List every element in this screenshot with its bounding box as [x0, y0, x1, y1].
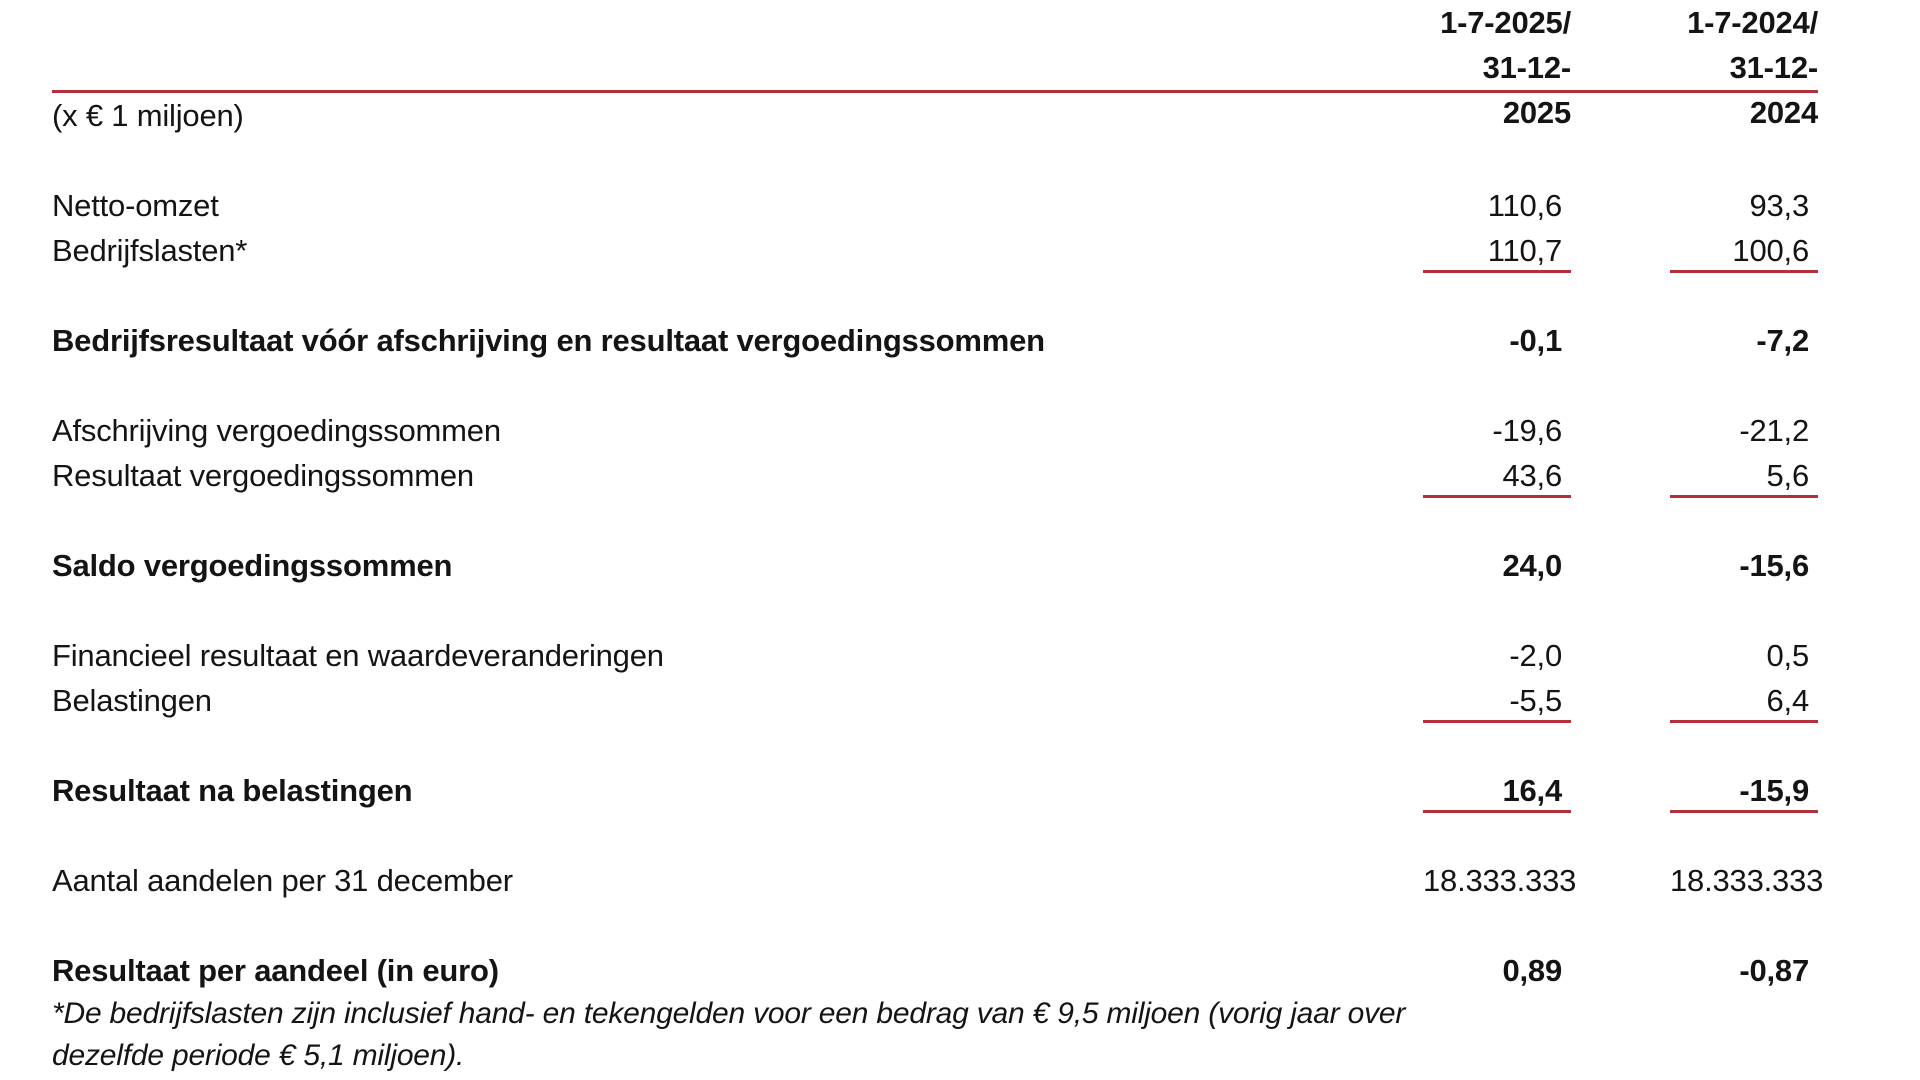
value-current-period	[1423, 858, 1577, 903]
period-current-line2: 31-12-2025	[1482, 50, 1571, 130]
table-row	[52, 228, 1818, 273]
row-label: Resultaat vergoedingssommen	[52, 458, 474, 493]
value-prior-period	[1670, 453, 1818, 498]
value-current-period-text: -5,5	[1509, 683, 1562, 718]
value-current-period	[1423, 318, 1571, 363]
value-prior-period-text: 93,3	[1749, 188, 1809, 223]
footnote-line1: *De bedrijfslasten zijn inclusief hand- en tekengelden voor een bedrag van € 9,5 miljoen (vorig jaar over	[52, 997, 1406, 1030]
value-current-period-text: 43,6	[1502, 458, 1562, 493]
value-current-period-text: -19,6	[1492, 413, 1562, 448]
value-prior-period	[1670, 408, 1818, 453]
footnote-line2: dezelfde periode € 5,1 miljoen).	[52, 1039, 465, 1072]
value-prior-period	[1670, 543, 1818, 588]
financial-statement	[52, 0, 1824, 1077]
value-current-period-text: 110,6	[1487, 188, 1562, 223]
value-prior-period-text: 0,5	[1766, 638, 1809, 673]
value-current-period-text: 110,7	[1487, 233, 1562, 268]
value-prior-period	[1670, 318, 1818, 363]
value-current-period	[1423, 678, 1571, 723]
value-prior-period	[1670, 858, 1824, 903]
value-current-period	[1423, 543, 1571, 588]
row-label: Netto-omzet	[52, 188, 219, 223]
value-current-period	[1423, 183, 1571, 228]
period-current-line1: 1-7-2025/	[1440, 5, 1571, 40]
table-row	[52, 318, 1818, 363]
row-label: Saldo vergoedingssommen	[52, 548, 453, 583]
value-prior-period	[1670, 183, 1818, 228]
row-label: Resultaat per aandeel (in euro)	[52, 953, 499, 988]
row-label: Afschrijving vergoedingssommen	[52, 413, 501, 448]
value-prior-period	[1670, 768, 1818, 813]
footnote	[52, 993, 1818, 1077]
value-prior-period	[1670, 678, 1818, 723]
value-current-period	[1423, 228, 1571, 273]
table-row	[52, 183, 1818, 228]
value-current-period	[1423, 633, 1571, 678]
table-row	[52, 678, 1818, 723]
row-label: Resultaat na belastingen	[52, 773, 413, 808]
period-prior-line2: 31-12-2024	[1729, 50, 1818, 130]
unit-label: (x € 1 miljoen)	[52, 98, 244, 133]
value-current-period-text: 24,0	[1502, 548, 1562, 583]
value-prior-period-text: -15,6	[1739, 548, 1809, 583]
value-current-period	[1423, 453, 1571, 498]
table-row	[52, 408, 1818, 453]
period-column-current	[1423, 0, 1571, 130]
value-current-period-text: -0,1	[1509, 323, 1562, 358]
table-row	[52, 543, 1818, 588]
row-label: Aantal aandelen per 31 december	[52, 863, 513, 898]
value-current-period-text: 18.333.333	[1423, 863, 1577, 898]
value-prior-period-text: -0,87	[1739, 953, 1809, 988]
value-prior-period-text: -7,2	[1756, 323, 1809, 358]
table-row	[52, 948, 1818, 993]
table-row	[52, 858, 1824, 903]
row-label: Bedrijfsresultaat vóór afschrijving en resultaat vergoedingssommen	[52, 323, 1045, 358]
value-current-period-text: 16,4	[1502, 773, 1562, 808]
row-label: Bedrijfslasten*	[52, 233, 248, 268]
row-label: Belastingen	[52, 683, 212, 718]
value-current-period	[1423, 948, 1571, 993]
value-current-period	[1423, 768, 1571, 813]
value-prior-period-text: 100,6	[1732, 233, 1809, 268]
value-prior-period-text: -21,2	[1739, 413, 1809, 448]
table-rows	[52, 183, 1824, 993]
table-row	[52, 453, 1818, 498]
value-prior-period-text: -15,9	[1739, 773, 1809, 808]
value-prior-period	[1670, 228, 1818, 273]
value-prior-period	[1670, 948, 1818, 993]
value-current-period-text: -2,0	[1509, 638, 1562, 673]
value-prior-period-text: 5,6	[1766, 458, 1809, 493]
value-prior-period-text: 18.333.333	[1670, 863, 1824, 898]
value-prior-period	[1670, 633, 1818, 678]
unit-row	[52, 93, 1818, 138]
row-label: Financieel resultaat en waardeveranderingen	[52, 638, 664, 673]
table-row	[52, 768, 1818, 813]
period-prior-line1: 1-7-2024/	[1687, 5, 1818, 40]
value-current-period	[1423, 408, 1571, 453]
value-current-period-text: 0,89	[1502, 953, 1562, 988]
table-row	[52, 633, 1818, 678]
value-prior-period-text: 6,4	[1766, 683, 1809, 718]
period-column-prior	[1670, 0, 1818, 130]
